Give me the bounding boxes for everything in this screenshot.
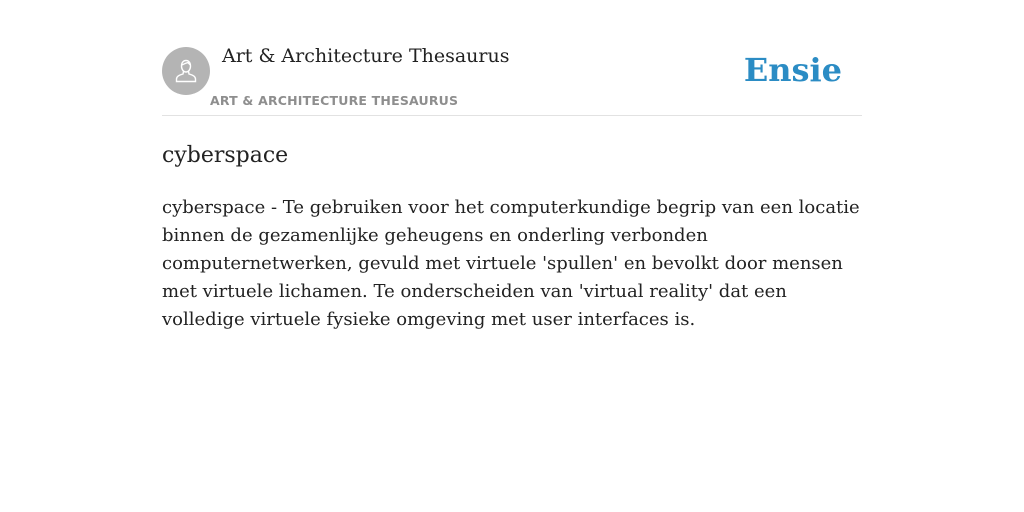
source-header [162, 0, 862, 116]
ensie-logo[interactable]: Ensie [743, 51, 842, 89]
entry-card [162, 0, 862, 334]
entry-definition: cyberspace - Te gebruiken voor het computerkundige begrip van een locatie binnen de gezamenlijke geheugens en onderling verbonden computernetwerken, gevuld met virtuele 'spullen' en bevolkt door mensen met virtuele lichamen. Te onderscheiden van 'virtual reality' dat een volledige virtuele fysieke omgeving met user interfaces is. [162, 197, 860, 330]
entry-term: cyberspace [162, 143, 289, 168]
avatar[interactable] [162, 47, 210, 95]
source-subtitle[interactable]: ART & ARCHITECTURE THESAURUS [210, 93, 459, 108]
source-title[interactable]: Art & Architecture Thesaurus [222, 45, 510, 67]
user-silhouette-icon [171, 56, 201, 86]
